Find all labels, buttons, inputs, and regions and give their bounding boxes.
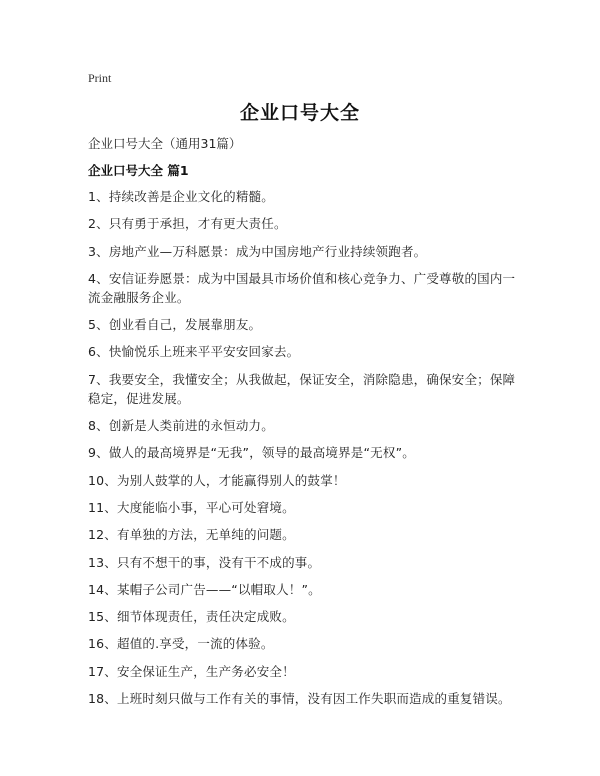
list-item: 11、大度能临小事，平心可处窘境。	[88, 499, 295, 515]
list-item: 12、有单独的方法，无单纯的问题。	[88, 527, 295, 543]
list-item: 9、做人的最高境界是“无我”，领导的最高境界是“无权”。	[88, 445, 415, 461]
list-item: 2、只有勇于承担，才有更大责任。	[88, 216, 287, 232]
list-item: 18、上班时刻只做与工作有关的事情，没有因工作失职而造成的重复错误。	[88, 691, 511, 707]
list-item: 15、细节体现责任，责任决定成败。	[88, 609, 295, 625]
list-item: 8、创新是人类前进的永恒动力。	[88, 418, 274, 434]
list-item: 7、我要安全，我懂安全；从我做起，保证安全，消除隐患，确保安全；保障稳定，促进发展。	[88, 371, 516, 406]
list-item: 1、持续改善是企业文化的精髓。	[88, 189, 274, 204]
page-title: 企业口号大全	[239, 102, 360, 124]
list-item: 5、创业看自己，发展靠朋友。	[88, 317, 262, 333]
list-item: 16、超值的.享受，一流的体验。	[88, 636, 274, 652]
list-item: 14、某帽子公司广告——“以帽取人！”。	[88, 581, 321, 597]
slogan-list	[88, 187, 518, 716]
list-item: 4、安信证券愿景：成为中国最具市场价值和核心竞争力、广受尊敬的国内一流金融服务企业。	[88, 270, 516, 305]
print-label: Print	[88, 71, 112, 85]
list-item: 6、快愉悦乐上班来平平安安回家去。	[88, 344, 300, 360]
list-item: 3、房地产业—万科愿景：成为中国房地产行业持续领跑者。	[88, 243, 427, 259]
list-item: 10、为别人鼓掌的人，才能赢得别人的鼓掌！	[88, 472, 346, 488]
section-heading: 企业口号大全 篇1	[88, 163, 189, 178]
document-subtitle: 企业口号大全（通用31篇）	[88, 136, 242, 151]
list-item: 13、只有不想干的事，没有干不成的事。	[88, 554, 321, 570]
list-item: 17、安全保证生产，生产务必安全！	[88, 663, 295, 679]
